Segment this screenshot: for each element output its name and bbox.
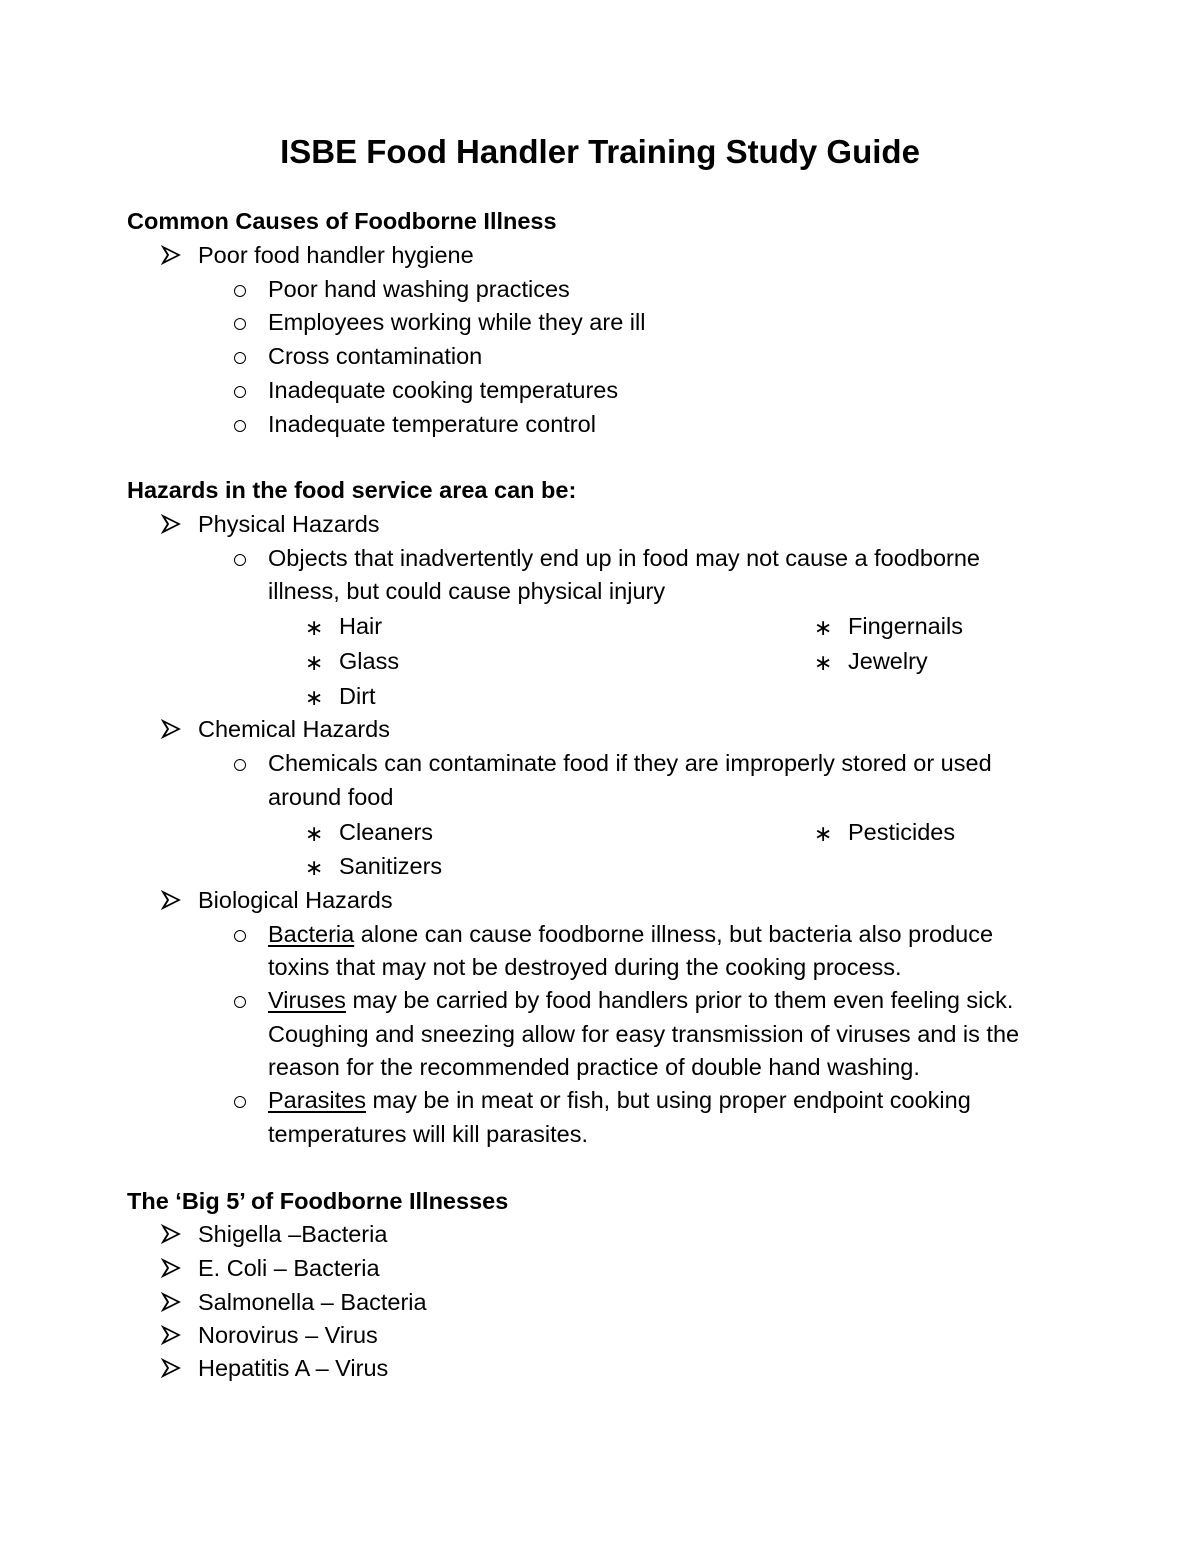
list-item-continuation: illness, but could cause physical injury (268, 578, 666, 604)
arrow-bullet-icon (161, 719, 181, 739)
list-item: ∗ Dirt (339, 680, 376, 712)
section-heading-causes: Common Causes of Foodborne Illness (127, 208, 557, 234)
circle-bullet-icon (234, 930, 246, 942)
arrow-bullet-icon (161, 1292, 181, 1312)
list-item: Biological Hazards (198, 884, 393, 916)
list-item: ∗ Glass (339, 645, 399, 677)
asterisk-bullet-icon: ∗ (305, 821, 324, 846)
asterisk-bullet-icon: ∗ (814, 650, 833, 675)
circle-bullet-icon (234, 1096, 246, 1108)
circle-bullet-icon (234, 554, 246, 566)
asterisk-bullet-icon: ∗ (305, 650, 324, 675)
arrow-bullet-icon (161, 1224, 181, 1244)
list-item: Norovirus – Virus (198, 1319, 378, 1351)
arrow-bullet-icon (161, 1258, 181, 1278)
circle-bullet-icon (234, 285, 246, 297)
list-item-continuation: reason for the recommended practice of double hand washing. (268, 1054, 920, 1080)
list-item: Poor hand washing practices (268, 273, 570, 305)
asterisk-bullet-icon: ∗ (305, 685, 324, 710)
list-item: Chemical Hazards (198, 713, 390, 745)
circle-bullet-icon (234, 759, 246, 771)
term-parasites: Parasites (268, 1087, 366, 1113)
list-item: Inadequate cooking temperatures (268, 374, 618, 406)
list-item: Physical Hazards (198, 508, 380, 540)
list-item: Salmonella – Bacteria (198, 1286, 427, 1318)
list-item: Bacteria alone can cause foodborne illness, but bacteria also produce (268, 918, 993, 950)
circle-bullet-icon (234, 420, 246, 432)
list-item-continuation: toxins that may not be destroyed during the cooking process. (268, 954, 902, 980)
asterisk-bullet-icon: ∗ (814, 821, 833, 846)
list-item: Chemicals can contaminate food if they are improperly stored or used (268, 747, 992, 779)
list-item-continuation: around food (268, 784, 394, 810)
list-item: ∗ Cleaners (339, 816, 433, 848)
circle-bullet-icon (234, 386, 246, 398)
section-heading-hazards: Hazards in the food service area can be: (127, 477, 577, 503)
asterisk-bullet-icon: ∗ (305, 615, 324, 640)
list-item: Viruses may be carried by food handlers prior to them even feeling sick. (268, 984, 1013, 1016)
list-item: Inadequate temperature control (268, 408, 596, 440)
list-item: Shigella –Bacteria (198, 1218, 387, 1250)
list-item: Cross contamination (268, 340, 482, 372)
document-title: ISBE Food Handler Training Study Guide (280, 133, 920, 170)
list-item: ∗ Fingernails (848, 610, 963, 642)
circle-bullet-icon (234, 996, 246, 1008)
section-heading-big5: The ‘Big 5’ of Foodborne Illnesses (127, 1188, 509, 1214)
list-item: ∗ Sanitizers (339, 850, 442, 882)
arrow-bullet-icon (161, 514, 181, 534)
list-item: ∗ Pesticides (848, 816, 955, 848)
circle-bullet-icon (234, 352, 246, 364)
list-item: Employees working while they are ill (268, 306, 645, 338)
asterisk-bullet-icon: ∗ (814, 615, 833, 640)
list-item: Poor food handler hygiene (198, 239, 474, 271)
list-item: ∗ Hair (339, 610, 382, 642)
list-item-continuation: temperatures will kill parasites. (268, 1121, 588, 1147)
asterisk-bullet-icon: ∗ (305, 855, 324, 880)
term-viruses: Viruses (268, 987, 346, 1013)
arrow-bullet-icon (161, 1325, 181, 1345)
list-item: E. Coli – Bacteria (198, 1252, 380, 1284)
circle-bullet-icon (234, 318, 246, 330)
arrow-bullet-icon (161, 1358, 181, 1378)
arrow-bullet-icon (161, 245, 181, 265)
term-bacteria: Bacteria (268, 921, 355, 947)
list-item: Objects that inadvertently end up in food may not cause a foodborne (268, 542, 980, 574)
list-item: Hepatitis A – Virus (198, 1352, 388, 1384)
arrow-bullet-icon (161, 890, 181, 910)
list-item-continuation: Coughing and sneezing allow for easy transmission of viruses and is the (268, 1021, 1020, 1047)
list-item: Parasites may be in meat or fish, but using proper endpoint cooking (268, 1084, 971, 1116)
list-item: ∗ Jewelry (848, 645, 928, 677)
